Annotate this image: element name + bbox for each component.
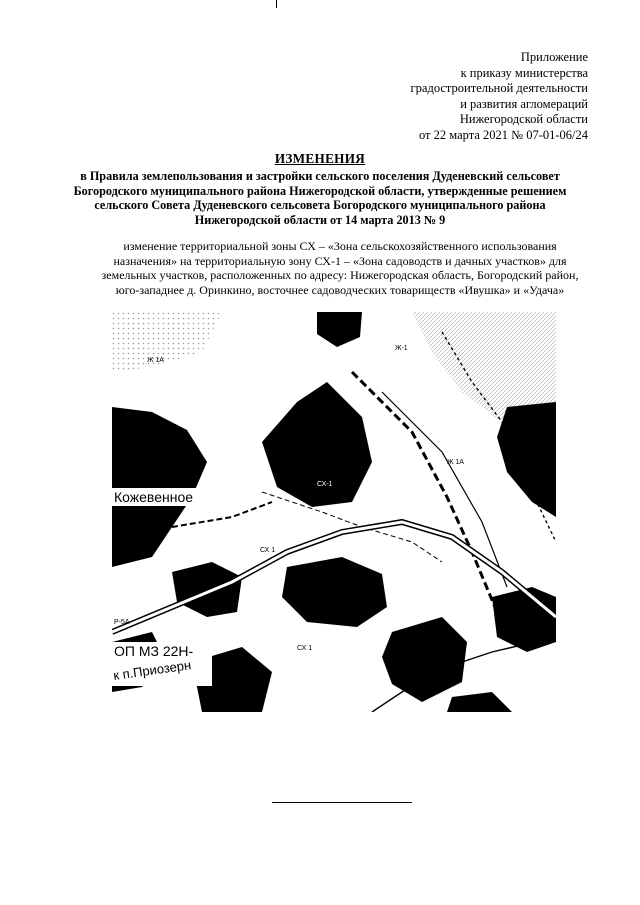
description-line: изменение территориальной зоны СХ – «Зона сельскохозяйственного использования (123, 239, 557, 253)
map-parcel (492, 587, 556, 652)
map-zone-label: Ж-1 (395, 345, 408, 352)
description-line: юго-западнее д. Оринкино, восточнее садоводческих товариществ «Ивушка» и «Удача» (115, 282, 565, 297)
heading-line: сельского Совета Дуденевского сельсовета Богородского муниципального района (94, 198, 546, 213)
page-tick-mark (276, 0, 277, 8)
map-zone-label: Р-5А (114, 619, 130, 626)
map-zone-label: Ж 1А (447, 459, 464, 466)
document-title: ИЗМЕНЕНИЯ (274, 151, 366, 166)
zoning-map-svg (112, 312, 556, 712)
map-zone-label: СХ-1 (317, 481, 333, 488)
zoning-map (112, 312, 556, 712)
appendix-line: Приложение (520, 50, 588, 64)
description-line: земельных участков, расположенных по адресу: Нижегородская область, Богородский район, (101, 268, 579, 283)
heading-line: Богородского муниципального района Нижегородской области, утвержденные решением (73, 183, 567, 198)
appendix-line: Нижегородской области (459, 112, 588, 127)
heading-line: Нижегородской области от 14 марта 2013 № 9 (194, 213, 446, 228)
appendix-line: к приказу министерства (460, 65, 588, 80)
map-parcel (447, 692, 512, 712)
map-zone-forest-topleft (112, 312, 222, 372)
map-zone-label: СХ 1 (260, 547, 276, 554)
heading-line: в Правила землепользования и застройки сельского поселения Дуденевский сельсовет (80, 168, 560, 183)
map-parcel (112, 407, 207, 567)
map-parcel (262, 382, 372, 507)
map-zone-label: СХ 1 (297, 645, 313, 652)
map-parcel (317, 312, 362, 347)
map-parcel (282, 557, 387, 627)
change-description (72, 239, 608, 297)
map-zone-label: БФ (420, 703, 430, 710)
map-village-label: Кожевенное (114, 489, 194, 505)
document-heading (0, 152, 640, 228)
description-line: назначения» на территориальную зону СХ-1 – «Зона садоводств и дачных участков» для (113, 253, 567, 268)
map-road-direction-label: к п.Приозерн (112, 657, 192, 683)
map-parcel (497, 402, 556, 517)
appendix-line: и развития агломераций (460, 96, 588, 111)
appendix-block (411, 50, 588, 144)
map-parcel (382, 617, 467, 702)
map-zone-label: Ж 1А (147, 357, 164, 364)
appendix-line: градостроительной деятельности (410, 81, 588, 96)
footer-divider (272, 802, 412, 803)
map-road-code-label: ОП МЗ 22Н- (114, 643, 194, 659)
appendix-line: от 22 марта 2021 № 07-01-06/24 (418, 127, 588, 142)
